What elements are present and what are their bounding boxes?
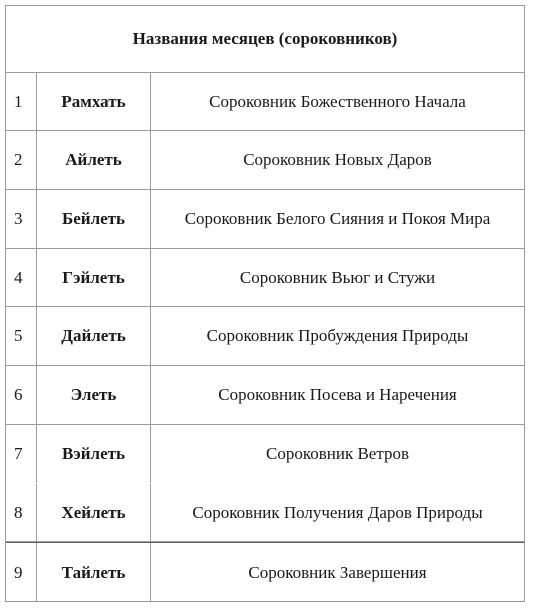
row-number: 3 — [6, 190, 37, 248]
table-row — [6, 542, 524, 602]
month-description: Сороковник Вьюг и Стужи — [239, 267, 436, 287]
month-description: Сороковник Пробуждения Природы — [206, 326, 469, 345]
table-row — [6, 131, 524, 190]
month-description: Сороковник Ветров — [265, 444, 409, 463]
month-name: Гэйлеть — [37, 249, 151, 306]
months-table — [5, 5, 525, 602]
month-name: Дайлеть — [37, 307, 151, 365]
table-row — [6, 484, 524, 542]
month-name: Тайлеть — [37, 543, 151, 602]
month-name: Хейлеть — [37, 484, 151, 541]
table-row — [6, 190, 524, 249]
month-name: Элеть — [37, 366, 151, 424]
table-row — [6, 249, 524, 307]
row-number: 7 — [6, 425, 37, 483]
row-number: 8 — [6, 484, 37, 541]
month-description: Сороковник Белого Сияния и Покоя Мира — [184, 209, 491, 228]
month-description: Сороковник Завершения — [248, 562, 427, 582]
table-row — [6, 73, 524, 131]
month-name: Рамхать — [37, 73, 151, 130]
month-description: Сороковник Получения Даров Природы — [192, 502, 483, 522]
row-number: 6 — [6, 366, 37, 424]
row-number: 9 — [6, 543, 37, 602]
month-name: Бейлеть — [37, 190, 151, 248]
row-number: 5 — [6, 307, 37, 365]
table-row — [6, 366, 524, 425]
row-number: 1 — [6, 73, 37, 130]
row-number: 4 — [6, 249, 37, 306]
month-description: Сороковник Посева и Наречения — [218, 385, 457, 404]
month-name: Вэйлеть — [37, 425, 151, 483]
month-description: Сороковник Новых Даров — [243, 150, 432, 169]
month-description: Сороковник Божественного Начала — [209, 91, 466, 111]
table-title: Названия месяцев (сороковников) — [6, 6, 524, 73]
month-name: Айлеть — [37, 131, 151, 189]
row-number: 2 — [6, 131, 37, 189]
table-row — [6, 307, 524, 366]
table-row — [6, 425, 524, 484]
